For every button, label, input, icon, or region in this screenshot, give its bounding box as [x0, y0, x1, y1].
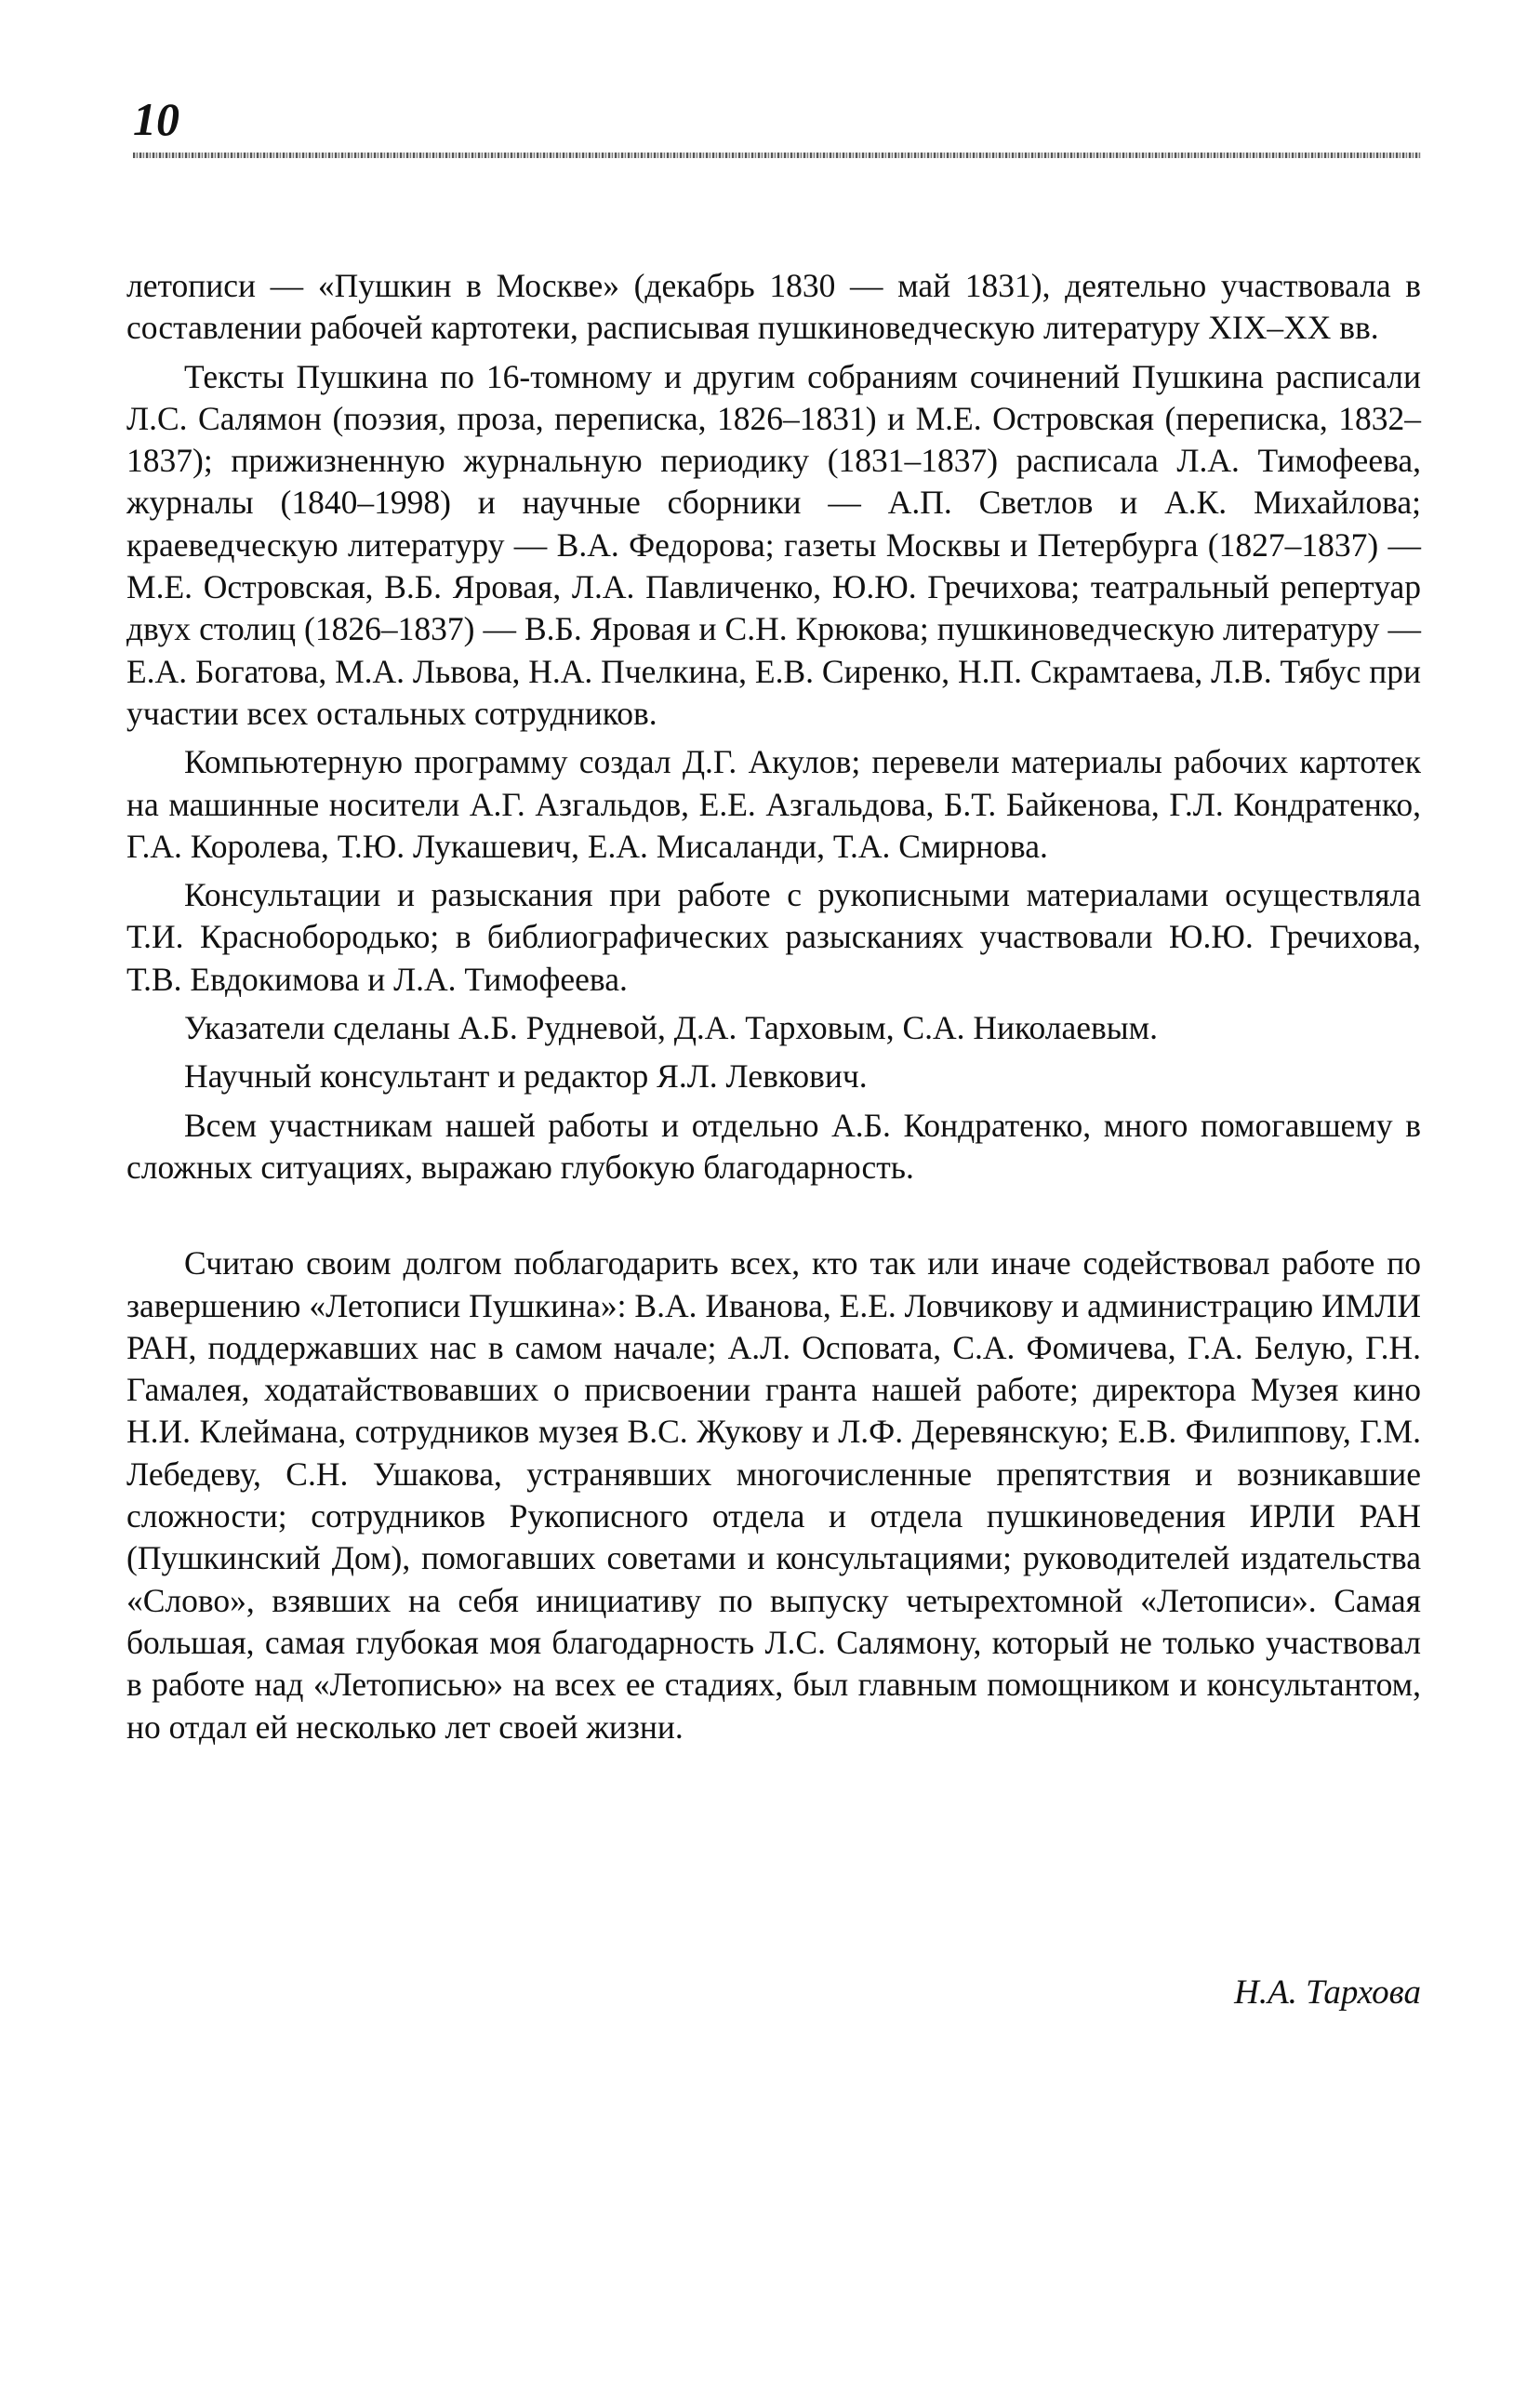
paragraph-indexes: Указатели сделаны А.Б. Рудневой, Д.А. Тарховым, С.А. Николаевым.	[184, 1009, 1158, 1047]
body-text	[126, 265, 1421, 1755]
author-signature: Н.А. Тархова	[1234, 1973, 1421, 2012]
paragraph-pushkin-texts: Тексты Пушкина по 16-томному и другим собраниям сочинений Пушкина расписали Л.С. Салямон (поэзия, проза, переписка, 1826–1831) и М.Е. Островская (переписка, 1832–1837); прижизненную журнальную периодику (1831–1837) расписала Л.А. Тимофеева, журналы (1840–1998) и научные сборники — А.П. Светлов и А.К. Михайлова; краеведческую литературу — В.А. Федорова; газеты Москвы и Петербурга (1827–1837) — М.Е. Островская, В.Б. Яровая, Л.А. Павличенко, Ю.Ю. Гречихова; театральный репертуар двух столиц (1826–1837) — В.Б. Яровая и С.Н. Крюкова; пушкиноведческую литературу — Е.А. Богатова, М.А. Львова, Н.А. Пчелкина, Е.В. Сиренко, Н.П. Скрамтаева, Л.В. Тябус при участии всех остальных сотрудников.	[126, 357, 1421, 732]
paragraph-scientific-consultant: Научный консультант и редактор Я.Л. Левкович.	[184, 1057, 868, 1096]
paragraph-acknowledgements: Считаю своим долгом поблагодарить всех, кто так или иначе содействовал работе по завершению «Летописи Пушкина»: В.А. Иванова, Е.Е. Ловчикову и администрацию ИМЛИ РАН, поддержавших нас в самом начале; А.Л. Осповата, С.А. Фомичева, Г.А. Белую, Г.Н. Гамалея, ходатайствовавших о присвоении гранта нашей работе; директора Музея кино Н.И. Клеймана, сотрудников музея В.С. Жукову и Л.Ф. Деревянскую; Е.В. Филиппову, Г.М. Лебедеву, С.Н. Ушакова, устранявших многочисленные препятствия и возникавшие сложности; сотрудников Рукописного отдела и отдела пушкиноведения ИРЛИ РАН (Пушкинский Дом), помогавших советами и консультациями; руководителей издательства «Слово», взявших на себя инициативу по выпуску четырехтомной «Летописи». Самая большая, самая глубокая моя благодарность Л.С. Салямону, который не только участвовал в работе над «Летописью» на всех ее стадиях, был главным помощником и консультантом, но отдал ей несколько лет своей жизни.	[126, 1244, 1421, 1746]
paragraph-consultations: Консультации и разыскания при работе с рукописными материалами осуществляла Т.И. Краснобородько; в библиографических разысканиях участвовали Ю.Ю. Гречихова, Т.В. Евдокимова и Л.А. Тимофеева.	[126, 876, 1421, 998]
header-rule	[133, 153, 1421, 158]
paragraph-continuation: летописи — «Пушкин в Москве» (декабрь 1830 — май 1831), деятельно участвовала в составлении рабочей картотеки, расписывая пушкиноведческую литературу XIX–XX вв.	[126, 267, 1421, 347]
paragraph-gratitude-participants: Всем участникам нашей работы и отдельно А.Б. Кондратенко, много помогавшему в сложных ситуациях, выражаю глубокую благодарность.	[126, 1106, 1421, 1186]
paragraph-computer-program: Компьютерную программу создал Д.Г. Акулов; перевели материалы рабочих картотек на машинные носители А.Г. Азгальдов, Е.Е. Азгальдова, Б.Т. Байкенова, Г.Л. Кондратенко, Г.А. Королева, Т.Ю. Лукашевич, Е.А. Мисаланди, Т.А. Смирнова.	[126, 743, 1421, 865]
page-number: 10	[133, 93, 179, 145]
